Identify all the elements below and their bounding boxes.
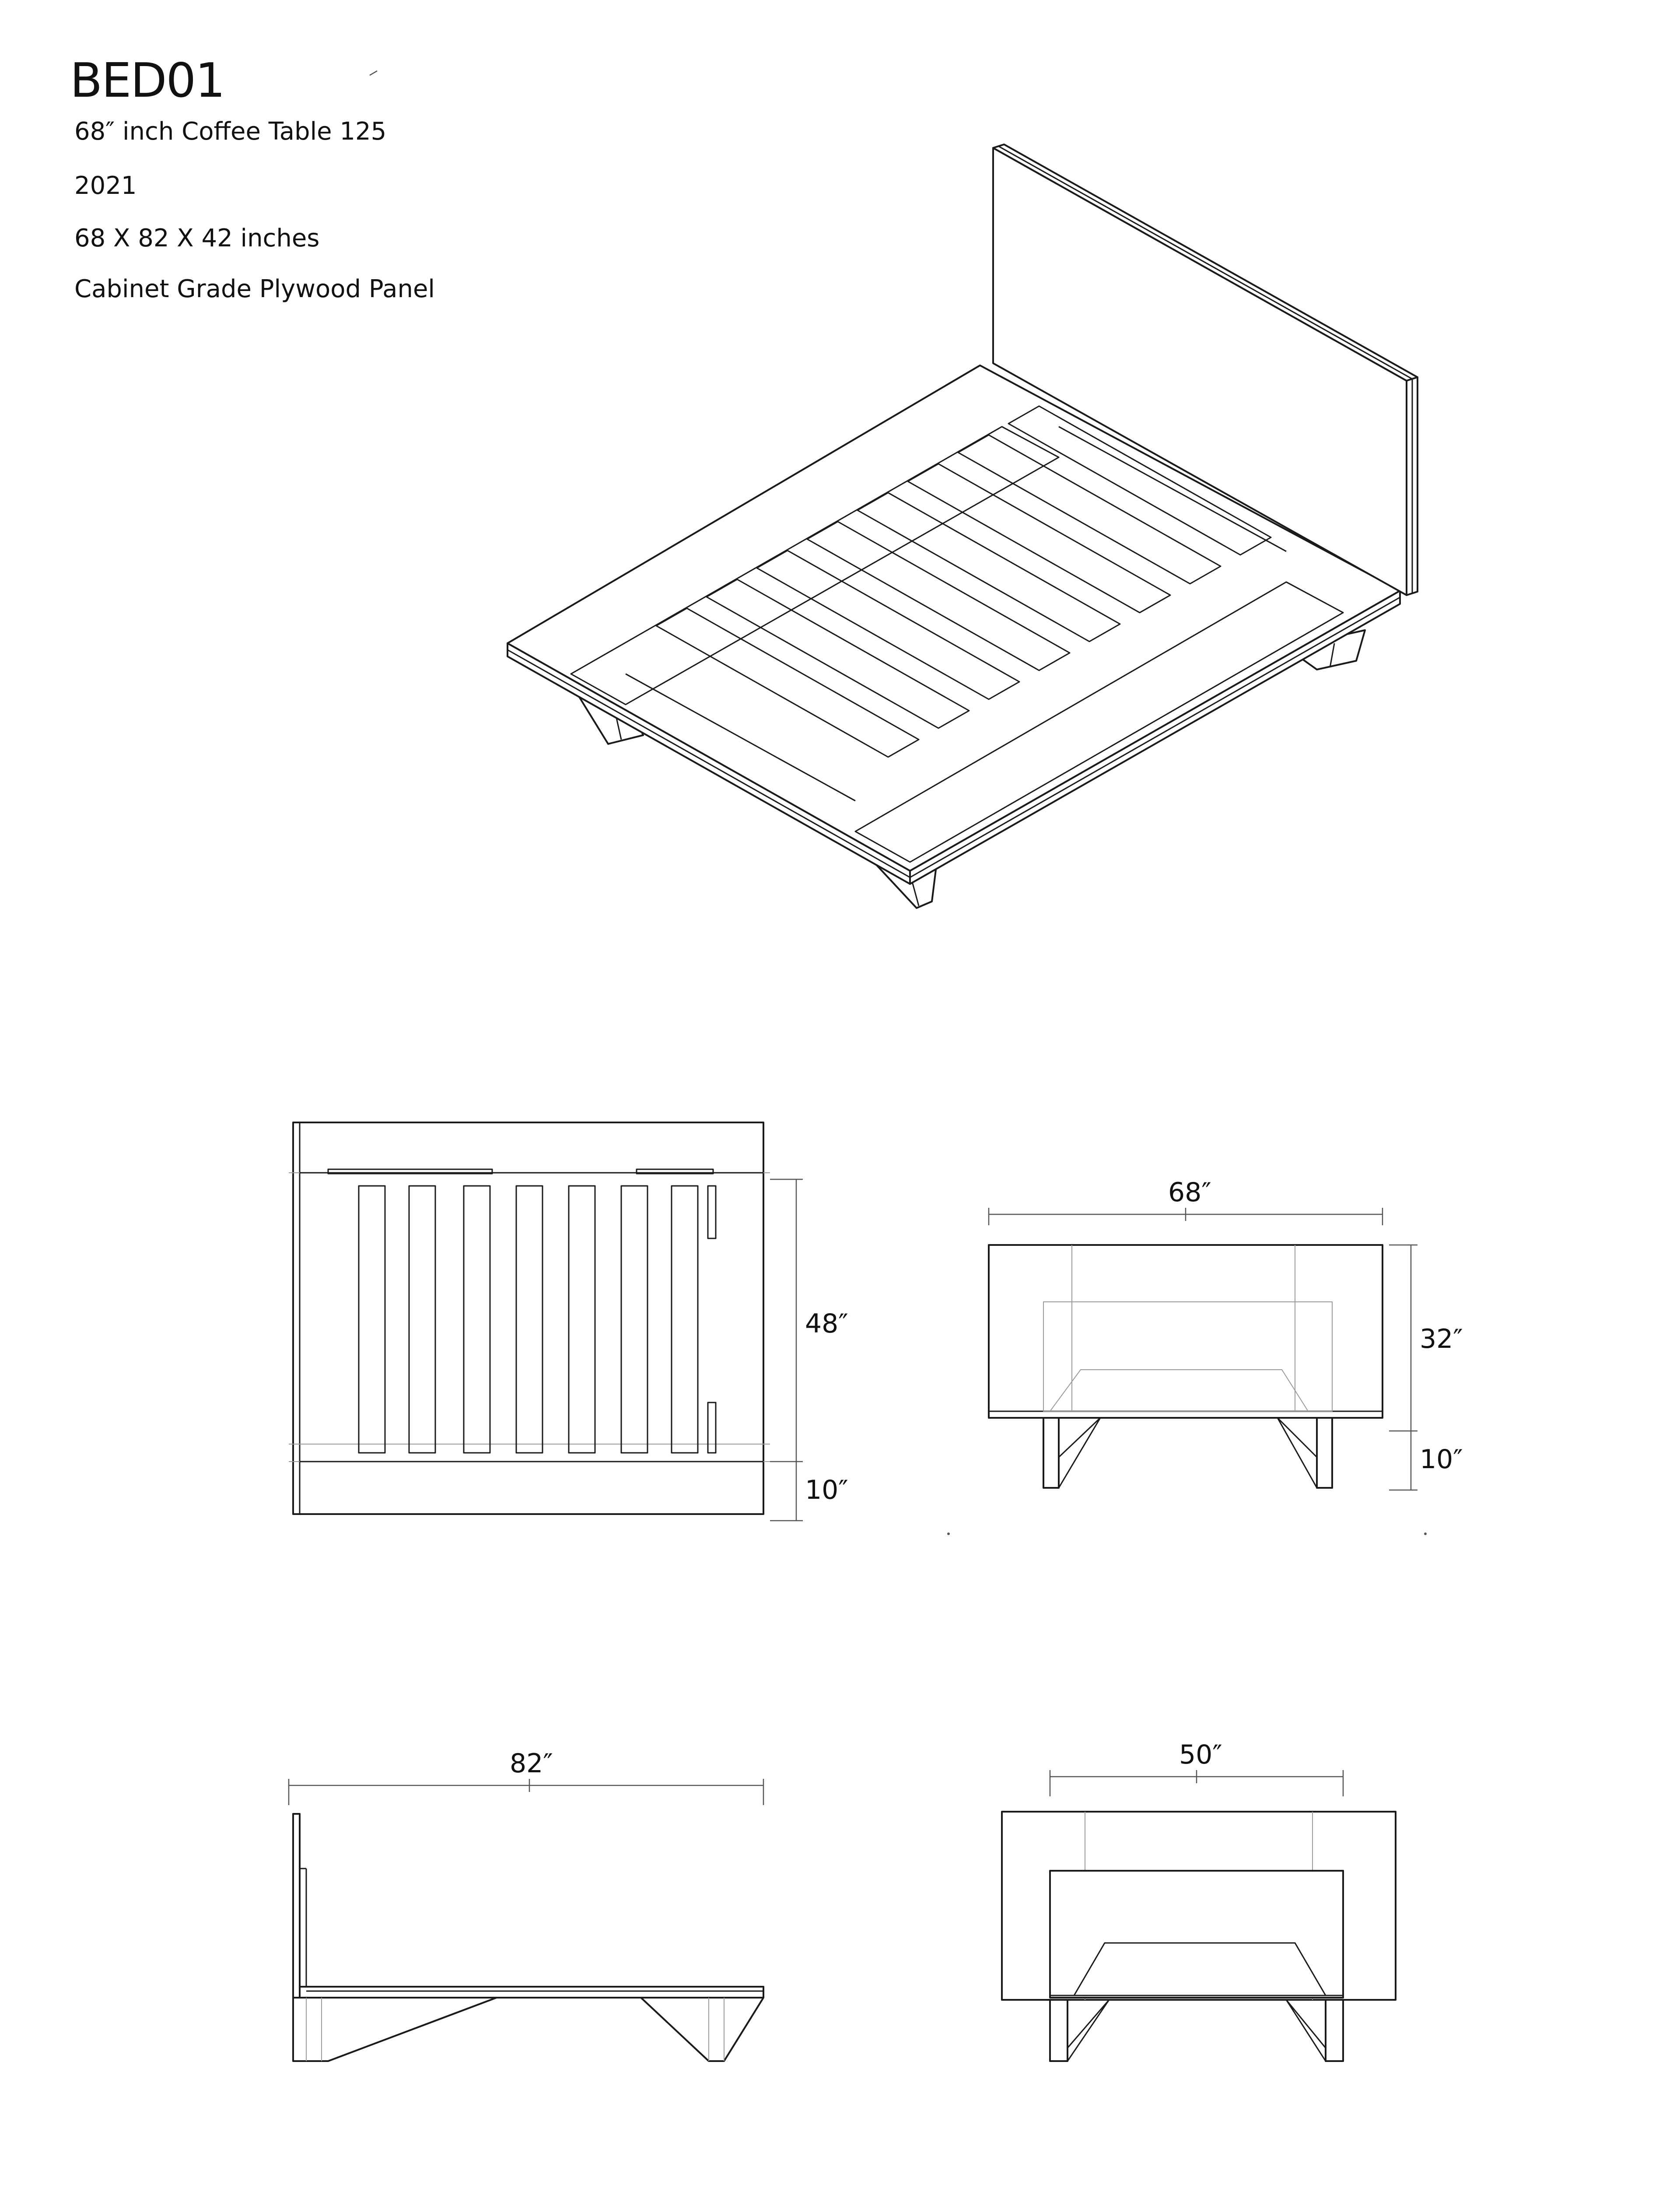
front-leg-right [1278, 1418, 1332, 1488]
side-leg-rear [293, 1998, 497, 2061]
front-leg-left [1043, 1418, 1100, 1488]
end-platform [1050, 1871, 1343, 1998]
end-dimension-width [1050, 1739, 1343, 1796]
description-line: 68″ inch Coffee Table 125 [74, 117, 387, 146]
dim-label-82: 82″ [510, 1748, 553, 1779]
top-cleat-left [328, 1169, 492, 1174]
top-slat [569, 1186, 595, 1453]
dim-label-50: 50″ [1179, 1739, 1222, 1770]
front-panel [989, 1245, 1382, 1418]
isometric-view [508, 144, 1418, 908]
dim-label-10b: 10″ [1420, 1444, 1463, 1475]
front-dimension-leg [1389, 1431, 1463, 1490]
top-slat [672, 1186, 698, 1453]
side-platform [300, 1987, 763, 1998]
top-dimension-footboard [770, 1462, 848, 1521]
top-block-lower [708, 1403, 716, 1453]
front-dimension-height [1389, 1245, 1463, 1431]
top-dimension-depth [770, 1179, 848, 1462]
side-headboard [293, 1814, 300, 1998]
dim-label-32: 32″ [1420, 1324, 1463, 1354]
front-dimension-width [989, 1177, 1382, 1225]
side-leg-front [641, 1998, 763, 2061]
top-slat [621, 1186, 648, 1453]
dim-label-48: 48″ [805, 1308, 848, 1339]
top-outline [293, 1122, 763, 1514]
top-cleat-right [637, 1169, 713, 1174]
drawing-title: BED01 [70, 53, 224, 108]
front-view [947, 1177, 1463, 1535]
top-block-upper [708, 1186, 716, 1238]
end-view [1002, 1739, 1396, 2061]
side-view [289, 1748, 763, 2061]
side-dimension-length [289, 1748, 763, 1805]
top-view [289, 1122, 848, 1521]
top-slat [464, 1186, 490, 1453]
top-slat [516, 1186, 542, 1453]
end-leg-left [1050, 2000, 1109, 2061]
year-line: 2021 [74, 172, 137, 200]
top-slat [359, 1186, 385, 1453]
dim-label-68: 68″ [1168, 1177, 1211, 1208]
dim-label-10a: 10″ [805, 1475, 848, 1505]
stray-mark [370, 71, 377, 75]
material-line: Cabinet Grade Plywood Panel [74, 275, 435, 303]
top-slats [359, 1186, 698, 1453]
dimensions-line: 68 X 82 X 42 inches [74, 224, 320, 252]
end-leg-right [1286, 2000, 1343, 2061]
top-slat [409, 1186, 435, 1453]
